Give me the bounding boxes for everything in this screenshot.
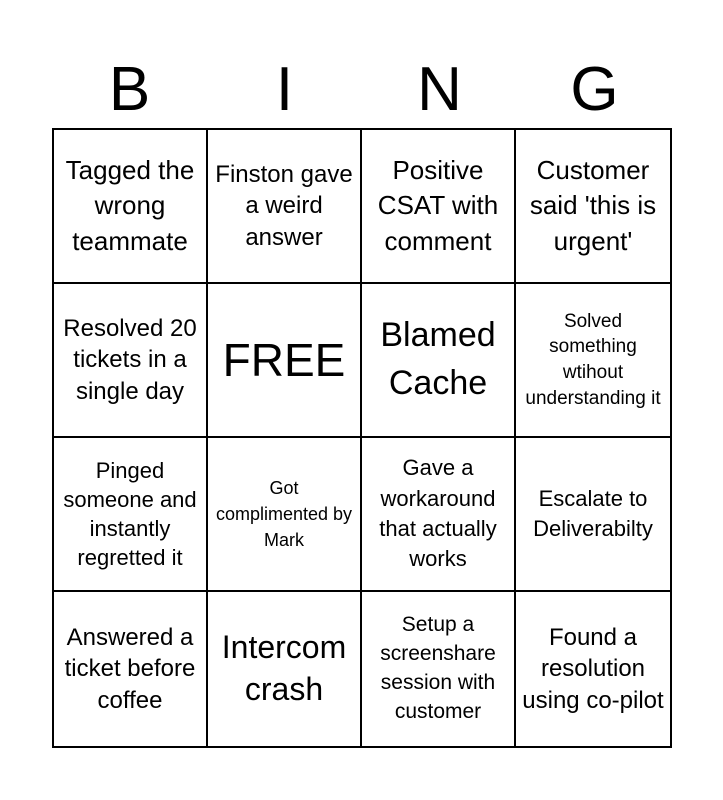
bingo-cell-text: Positive CSAT with comment xyxy=(377,154,499,256)
bingo-cell-text: Answered a ticket before coffee xyxy=(64,624,196,714)
bingo-cell-text: Finston gave a weird answer xyxy=(215,161,353,251)
bingo-cell-free[interactable] xyxy=(208,284,362,438)
bingo-cell-text: Got complimented by Mark xyxy=(215,477,353,551)
bingo-cell-r0-c0[interactable] xyxy=(54,130,208,284)
bingo-cell-text: Solved something wtihout understanding it xyxy=(525,310,661,409)
bingo-cell-r0-c1[interactable] xyxy=(208,130,362,284)
bingo-cell-r1-c3[interactable] xyxy=(516,284,670,438)
bingo-cell-text: Resolved 20 tickets in a single day xyxy=(63,315,197,405)
bingo-header xyxy=(52,52,672,128)
header-letter-g: G xyxy=(570,55,619,124)
bingo-cell-text: Pinged someone and instantly regretted it xyxy=(63,457,197,571)
bingo-board xyxy=(52,128,672,748)
bingo-cell-text: Setup a screenshare session with customer xyxy=(380,613,496,723)
bingo-cell-r1-c2[interactable] xyxy=(362,284,516,438)
bingo-cell-r2-c1[interactable] xyxy=(208,438,362,592)
bingo-cell-text: Tagged the wrong teammate xyxy=(65,154,195,256)
header-letter-n: N xyxy=(417,55,462,124)
bingo-cell-text: Found a resolution using co-pilot xyxy=(522,624,664,714)
header-letter-i: I xyxy=(275,55,294,124)
free-space-label: FREE xyxy=(222,333,346,386)
bingo-cell-r0-c3[interactable] xyxy=(516,130,670,284)
bingo-cell-r2-c2[interactable] xyxy=(362,438,516,592)
bingo-cell-text: Intercom crash xyxy=(221,629,347,707)
bingo-cell-r1-c0[interactable] xyxy=(54,284,208,438)
bingo-cell-r0-c2[interactable] xyxy=(362,130,516,284)
bingo-cell-text: Escalate to Deliverabilty xyxy=(533,485,653,541)
bingo-cell-text: Blamed Cache xyxy=(380,316,496,402)
bingo-cell-r3-c1[interactable] xyxy=(208,592,362,746)
bingo-cell-r2-c3[interactable] xyxy=(516,438,670,592)
bingo-cell-text: Customer said 'this is urgent' xyxy=(529,154,657,256)
bingo-cell-text: Gave a workaround that actually works xyxy=(379,455,497,572)
header-letter-b: B xyxy=(108,55,151,124)
bingo-cell-r3-c2[interactable] xyxy=(362,592,516,746)
bingo-cell-r3-c0[interactable] xyxy=(54,592,208,746)
bingo-cell-r2-c0[interactable] xyxy=(54,438,208,592)
bingo-cell-r3-c3[interactable] xyxy=(516,592,670,746)
